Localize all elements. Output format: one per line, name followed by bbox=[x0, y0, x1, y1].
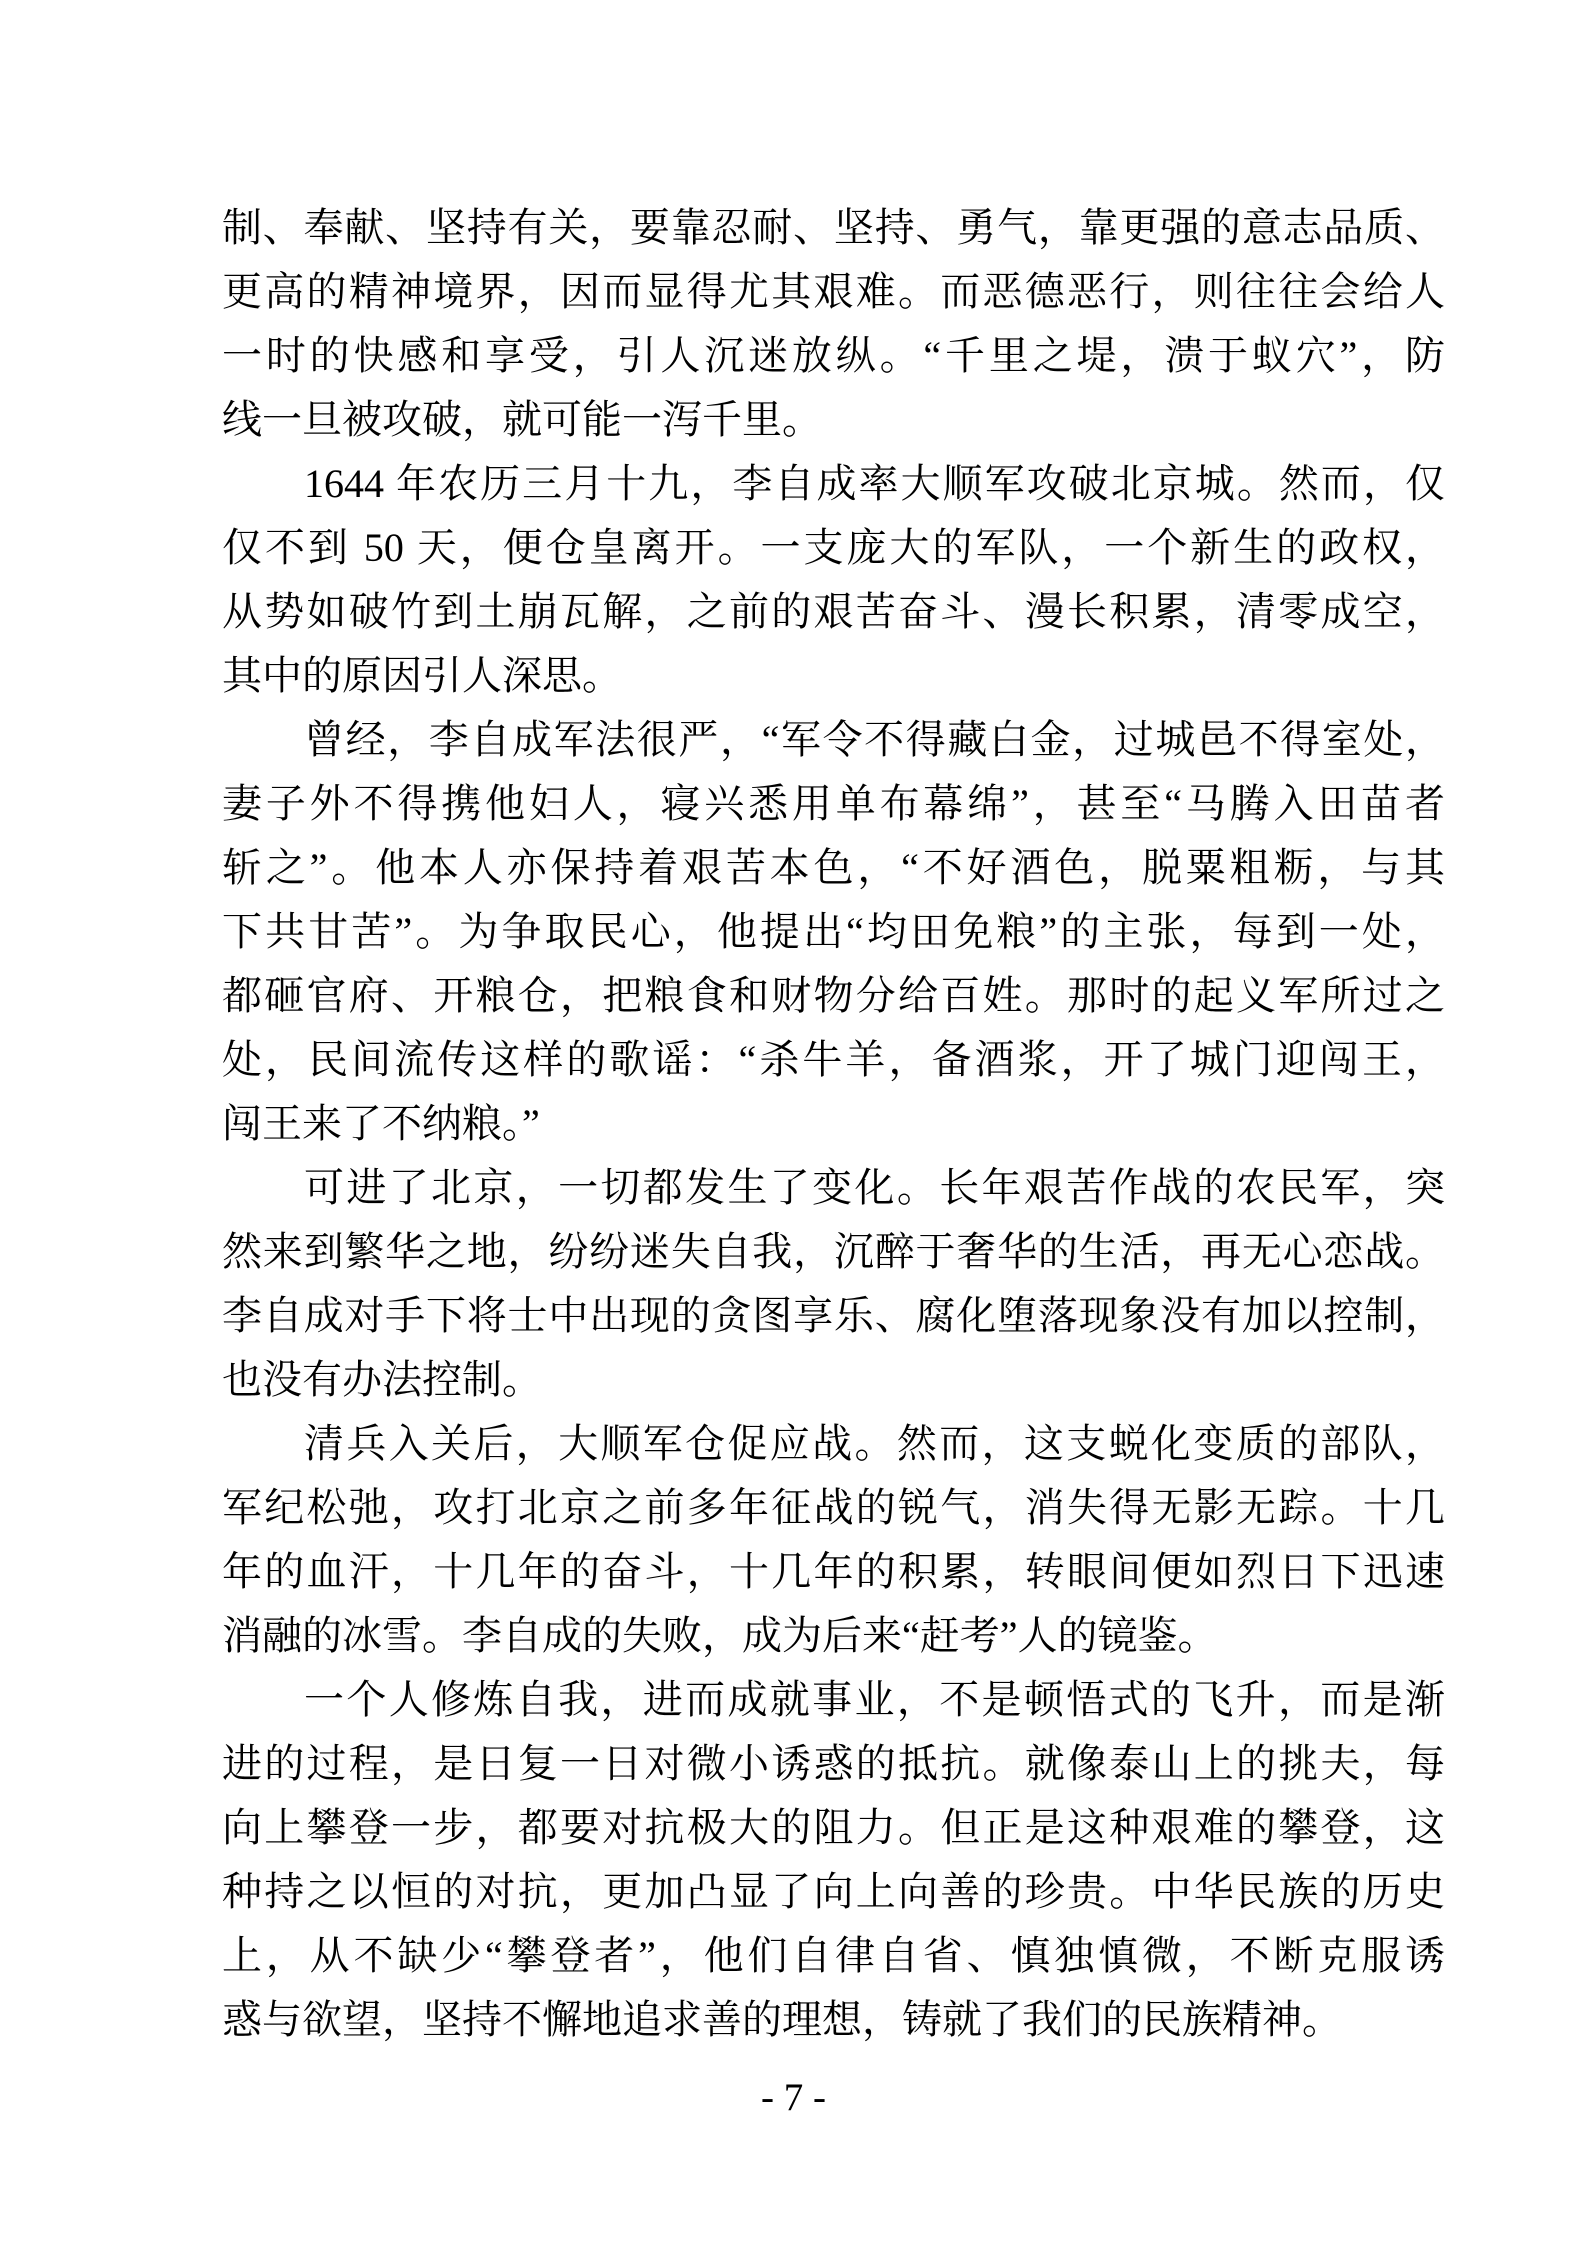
text-line: 上，从不缺少“攀登者”，他们自律自省、慎独慎微，不断克服诱 bbox=[222, 1933, 1445, 1978]
text-line paragraph-end: 也没有办法控制。 bbox=[222, 1357, 542, 1402]
text-line: 年的血汗，十几年的奋斗，十几年的积累，转眼间便如烈日下迅速 bbox=[222, 1549, 1445, 1594]
text-line paragraph-start: 可进了北京，一切都发生了变化。长年艰苦作战的农民军，突 bbox=[304, 1165, 1445, 1210]
text-line: 李自成对手下将士中出现的贪图享乐、腐化堕落现象没有加以控制， bbox=[222, 1293, 1445, 1338]
text-line paragraph-start: 清兵入关后，大顺军仓促应战。然而，这支蜕化变质的部队， bbox=[304, 1421, 1445, 1466]
text-line: 种持之以恒的对抗，更加凸显了向上向善的珍贵。中华民族的历史 bbox=[222, 1869, 1445, 1914]
text-line paragraph-start: 1644 年农历三月十九，李自成率大顺军攻破北京城。然而，仅 bbox=[304, 461, 1445, 506]
text-line: 一时的快感和享受，引人沉迷放纵。“千里之堤，溃于蚁穴”，防 bbox=[222, 333, 1445, 378]
page-number: - 7 - bbox=[761, 2076, 826, 2119]
text-line: 处，民间流传这样的歌谣：“杀牛羊，备酒浆，开了城门迎闯王， bbox=[222, 1037, 1445, 1082]
text-line: 向上攀登一步，都要对抗极大的阻力。但正是这种艰难的攀登，这 bbox=[222, 1805, 1445, 1850]
text-line: 军纪松弛，攻打北京之前多年征战的锐气，消失得无影无踪。十几 bbox=[222, 1485, 1445, 1530]
text-line paragraph-end: 其中的原因引人深思。 bbox=[222, 653, 622, 698]
text-line: 下共甘苦”。为争取民心，他提出“均田免粮”的主张，每到一处， bbox=[222, 909, 1445, 954]
text-line: 都砸官府、开粮仓，把粮食和财物分给百姓。那时的起义军所过之 bbox=[222, 973, 1445, 1018]
text-line: 仅不到 50 天，便仓皇离开。一支庞大的军队，一个新生的政权， bbox=[222, 525, 1445, 570]
text-line paragraph-end: 消融的冰雪。李自成的失败，成为后来“赶考”人的镜鉴。 bbox=[222, 1613, 1218, 1658]
text-line: 妻子外不得携他妇人，寝兴悉用单布幕绵”，甚至“马腾入田苗者 bbox=[222, 781, 1445, 826]
text-line paragraph-end: 惑与欲望，坚持不懈地追求善的理想，铸就了我们的民族精神。 bbox=[222, 1997, 1342, 2042]
text-line: 从势如破竹到土崩瓦解，之前的艰苦奋斗、漫长积累，清零成空， bbox=[222, 589, 1445, 634]
text-line: 斩之”。他本人亦保持着艰苦本色，“不好酒色，脱粟粗粝，与其 bbox=[222, 845, 1445, 890]
text-line: 更高的精神境界，因而显得尤其艰难。而恶德恶行，则往往会给人 bbox=[222, 269, 1445, 314]
text-line paragraph-start: 曾经，李自成军法很严，“军令不得藏白金，过城邑不得室处， bbox=[304, 717, 1445, 762]
text-line paragraph-end: 闯王来了不纳粮。” bbox=[222, 1101, 540, 1146]
text-line: 进的过程，是日复一日对微小诱惑的抵抗。就像泰山上的挑夫，每 bbox=[222, 1741, 1445, 1786]
text-line paragraph-end: 线一旦被攻破，就可能一泻千里。 bbox=[222, 397, 822, 442]
text-line: 然来到繁华之地，纷纷迷失自我，沉醉于奢华的生活，再无心恋战。 bbox=[222, 1229, 1445, 1274]
text-line: 制、奉献、坚持有关，要靠忍耐、坚持、勇气，靠更强的意志品质、 bbox=[222, 205, 1445, 250]
text-line paragraph-start: 一个人修炼自我，进而成就事业，不是顿悟式的飞升，而是渐 bbox=[304, 1677, 1445, 1722]
document-body bbox=[222, 196, 1445, 2052]
